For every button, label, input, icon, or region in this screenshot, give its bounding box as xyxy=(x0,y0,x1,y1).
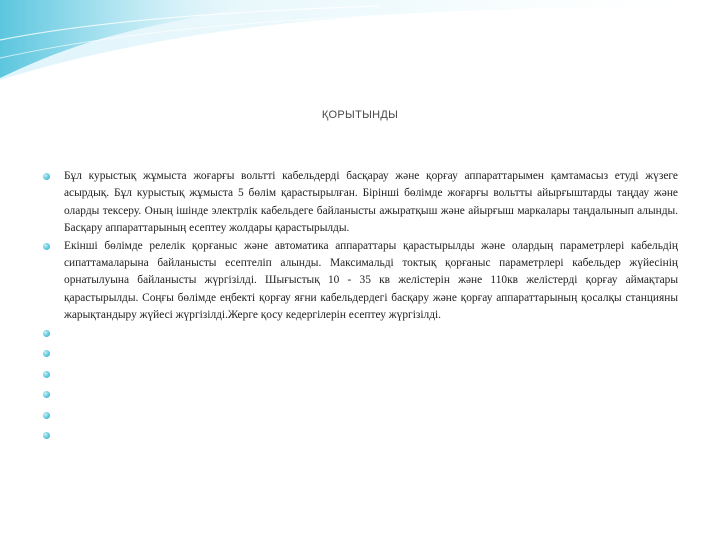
paragraph-text: Бұл курыстық жұмыста жоғарғы вольтті кабельдерді басқарау және қорғау аппараттарымен қамтамасыз етуді жүзеге асырдық. Бұл курыстық жұмыста 5 бөлім қарастырылған. Бірінші бөлімде жоғарғы вольтты айырғыштарды таңдау және оларды тексеру. Оның ішінде электрлік кабельдеге байланысты ажыратқыш және айырғыш маркалары таңдалынып алынды. Басқару аппараттарының есептеу жолдары қарастырылды. xyxy=(64,170,678,235)
empty-list-item xyxy=(0,366,720,387)
empty-list-item xyxy=(0,427,720,448)
bullet-icon xyxy=(43,412,50,419)
bullet-icon xyxy=(43,391,50,398)
bullet-icon xyxy=(43,350,50,357)
bullet-list xyxy=(0,168,720,448)
bullet-icon xyxy=(43,243,50,250)
list-item xyxy=(0,168,720,238)
bullet-icon xyxy=(43,330,50,337)
slide-title: ҚОРЫТЫНДЫ xyxy=(321,109,399,121)
bullet-icon xyxy=(43,371,50,378)
decorative-swoosh xyxy=(0,0,720,90)
bullet-icon xyxy=(43,173,50,180)
empty-list-item xyxy=(0,386,720,407)
empty-list-item xyxy=(0,325,720,346)
empty-list-item xyxy=(0,407,720,428)
list-item xyxy=(0,238,720,325)
paragraph-text: Екінші бөлімде релелік қорғаныс және автоматика аппараттары қарастырылды және олардың параметрлері кабельдің сипаттамаларына байланысты есептеліп алынды. Максимальді токтық қорғаныс параметрлері кабельдер жүйесінің орнатылуына байланысты жүргізілді. Шығыстық 10 - 35 кв желістерін және 110кв желістерді қорғау аймақтары қарастырылды. Соңғы бөлімде еңбекті қорғау яғни кабельдердегі басқару және қорғау аппараттарының қосалқы станцияны жарықтандыру жүйесі жүргізілді.Жерге қосу кедергілерін есептеу жүргізілді. xyxy=(64,239,678,322)
bullet-icon xyxy=(43,432,50,439)
empty-list-item xyxy=(0,345,720,366)
